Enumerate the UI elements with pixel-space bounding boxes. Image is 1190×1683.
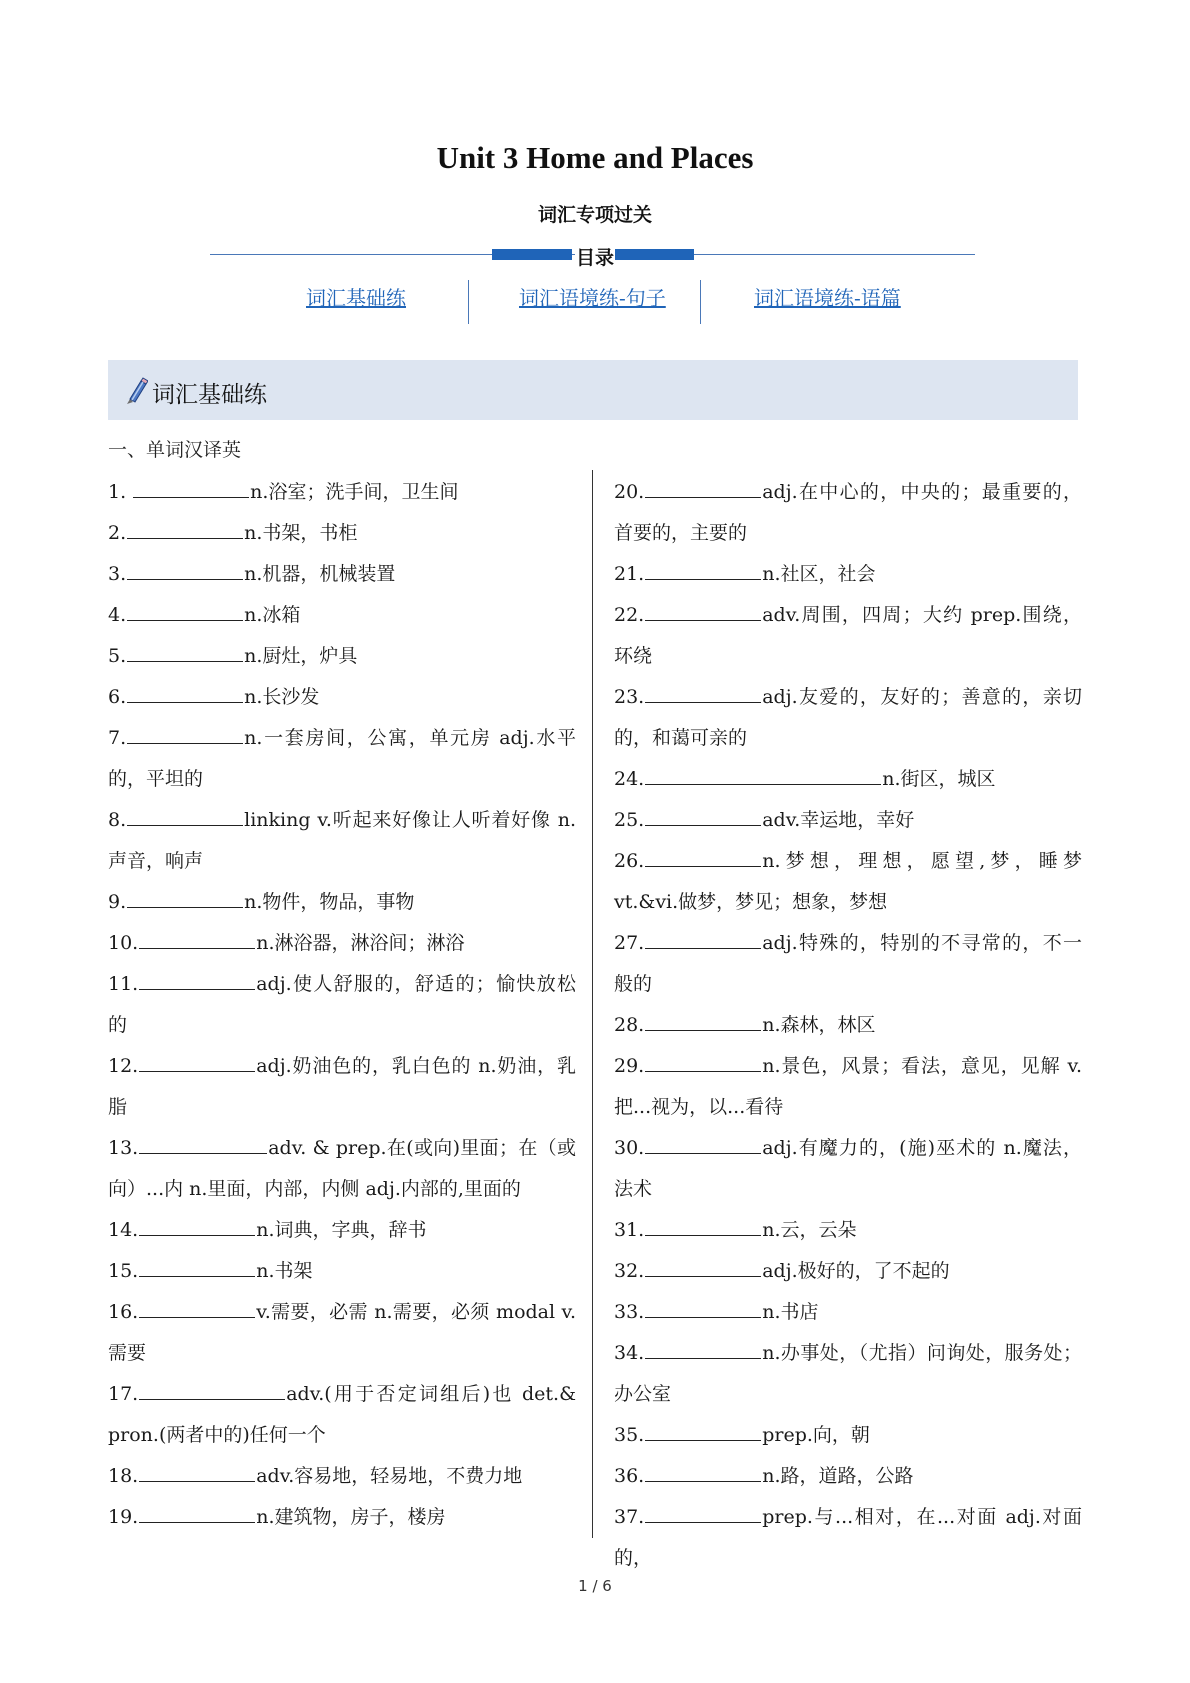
column-divider xyxy=(592,470,593,1538)
answer-blank[interactable] xyxy=(139,1375,285,1400)
vocab-item: 9. n.物件，物品，事物 xyxy=(108,882,576,923)
answer-blank[interactable] xyxy=(139,1252,255,1277)
vocab-item: 3. n.机器，机械装置 xyxy=(108,554,576,595)
vocab-item: 32. adj.极好的，了不起的 xyxy=(614,1251,1082,1292)
vocab-item: 27. adj.特殊的，特别的不寻常的，不一般的 xyxy=(614,923,1082,1005)
vocab-item: 10. n.淋浴器，淋浴间；淋浴 xyxy=(108,923,576,964)
answer-blank[interactable] xyxy=(645,1498,761,1523)
vocab-item: 16. v.需要，必需 n.需要，必须 modal v.需要 xyxy=(108,1292,576,1374)
answer-blank[interactable] xyxy=(127,801,243,826)
vocab-item: 12. adj.奶油色的，乳白色的 n.奶油，乳脂 xyxy=(108,1046,576,1128)
answer-blank[interactable] xyxy=(139,1457,255,1482)
vocab-item: 11. adj.使人舒服的，舒适的；愉快放松的 xyxy=(108,964,576,1046)
answer-blank[interactable] xyxy=(139,1293,255,1318)
vocab-column-left xyxy=(108,472,576,1538)
vocab-item: 2. n.书架，书柜 xyxy=(108,513,576,554)
answer-blank[interactable] xyxy=(139,1211,255,1236)
answer-blank[interactable] xyxy=(127,719,243,744)
vocab-item: 28. n.森林，林区 xyxy=(614,1005,1082,1046)
toc-link-sentence[interactable]: 词汇语境练-句子 xyxy=(519,286,666,310)
vocab-item: 8. linking v.听起来好像让人听着好像 n.声音，响声 xyxy=(108,800,576,882)
vocab-item: 25. adv.幸运地，幸好 xyxy=(614,800,1082,841)
answer-blank[interactable] xyxy=(645,1006,761,1031)
vocab-item: 18. adv.容易地，轻易地，不费力地 xyxy=(108,1456,576,1497)
vocab-item: 33. n.书店 xyxy=(614,1292,1082,1333)
answer-blank[interactable] xyxy=(139,924,255,949)
vocab-item: 21. n.社区，社会 xyxy=(614,554,1082,595)
vocab-column-right xyxy=(614,472,1082,1579)
answer-blank[interactable] xyxy=(645,1129,761,1154)
answer-blank[interactable] xyxy=(645,801,761,826)
vocab-item: 6. n.长沙发 xyxy=(108,677,576,718)
answer-blank[interactable] xyxy=(645,1334,761,1359)
vocab-item: 14. n.词典，字典，辞书 xyxy=(108,1210,576,1251)
answer-blank[interactable] xyxy=(139,1047,255,1072)
toc-heading: 目录 xyxy=(575,243,615,270)
vocab-item: 13. adv. & prep.在(或向)里面；在（或向）...内 n.里面，内部，内侧 adj.内部的,里面的 xyxy=(108,1128,576,1210)
vocab-item: 31. n.云，云朵 xyxy=(614,1210,1082,1251)
answer-blank[interactable] xyxy=(127,555,243,580)
vocab-item: 37. prep.与...相对，在...对面 adj.对面的， xyxy=(614,1497,1082,1579)
vocab-item: 23. adj.友爱的，友好的；善意的，亲切的，和蔼可亲的 xyxy=(614,677,1082,759)
answer-blank[interactable] xyxy=(645,1416,761,1441)
answer-blank[interactable] xyxy=(645,1293,761,1318)
pencil-icon xyxy=(124,377,148,405)
answer-blank[interactable] xyxy=(139,1129,267,1154)
toc-link-passage[interactable]: 词汇语境练-语篇 xyxy=(754,286,901,310)
vocab-item: 30. adj.有魔力的，(施)巫术的 n.魔法，法术 xyxy=(614,1128,1082,1210)
vocab-item: 22. adv.周围，四周；大约 prep.围绕，环绕 xyxy=(614,595,1082,677)
answer-blank[interactable] xyxy=(645,555,761,580)
answer-blank[interactable] xyxy=(645,1047,761,1072)
answer-blank[interactable] xyxy=(645,760,881,785)
answer-blank[interactable] xyxy=(139,965,255,990)
toc-separator xyxy=(700,280,701,324)
vocab-item: 7. n.一套房间，公寓，单元房 adj.水平的，平坦的 xyxy=(108,718,576,800)
answer-blank[interactable] xyxy=(645,1457,761,1482)
page-subtitle: 词汇专项过关 xyxy=(537,204,652,226)
answer-blank[interactable] xyxy=(127,514,243,539)
answer-blank[interactable] xyxy=(127,596,243,621)
answer-blank[interactable] xyxy=(127,637,243,662)
answer-blank[interactable] xyxy=(645,678,761,703)
vocab-item: 1. n.浴室；洗手间，卫生间 xyxy=(108,472,576,513)
answer-blank[interactable] xyxy=(133,473,249,498)
vocab-item: 20. adj.在中心的，中央的；最重要的，首要的，主要的 xyxy=(614,472,1082,554)
toc-separator xyxy=(468,280,469,324)
vocab-item: 4. n.冰箱 xyxy=(108,595,576,636)
vocab-item: 35. prep.向，朝 xyxy=(614,1415,1082,1456)
answer-blank[interactable] xyxy=(127,678,243,703)
vocab-item: 36. n.路，道路，公路 xyxy=(614,1456,1082,1497)
answer-blank[interactable] xyxy=(645,1211,761,1236)
vocab-item: 19. n.建筑物，房子，楼房 xyxy=(108,1497,576,1538)
page-title: Unit 3 Home and Places xyxy=(436,140,754,175)
vocab-item: 26. n.梦想，理想，愿望,梦，睡梦 vt.&vi.做梦，梦见；想象，梦想 xyxy=(614,841,1082,923)
vocab-item: 5. n.厨灶，炉具 xyxy=(108,636,576,677)
answer-blank[interactable] xyxy=(645,473,761,498)
answer-blank[interactable] xyxy=(645,596,761,621)
vocab-item: 34. n.办事处，（尤指）问询处，服务处；办公室 xyxy=(614,1333,1082,1415)
answer-blank[interactable] xyxy=(645,842,761,867)
vocab-item: 15. n.书架 xyxy=(108,1251,576,1292)
answer-blank[interactable] xyxy=(139,1498,255,1523)
toc-link-basic[interactable]: 词汇基础练 xyxy=(306,286,406,310)
answer-blank[interactable] xyxy=(127,883,243,908)
answer-blank[interactable] xyxy=(645,924,761,949)
vocab-item: 17. adv.(用于否定词组后)也 det.& pron.(两者中的)任何一个 xyxy=(108,1374,576,1456)
section-header xyxy=(108,360,1078,420)
page-number: 1 / 6 xyxy=(578,1577,612,1595)
section-title: 词汇基础练 xyxy=(152,382,267,408)
vocab-item: 24. n.街区，城区 xyxy=(614,759,1082,800)
answer-blank[interactable] xyxy=(645,1252,761,1277)
vocab-item: 29. n.景色，风景；看法，意见，见解 v.把...视为，以...看待 xyxy=(614,1046,1082,1128)
part-title: 一、单词汉译英 xyxy=(108,439,242,461)
